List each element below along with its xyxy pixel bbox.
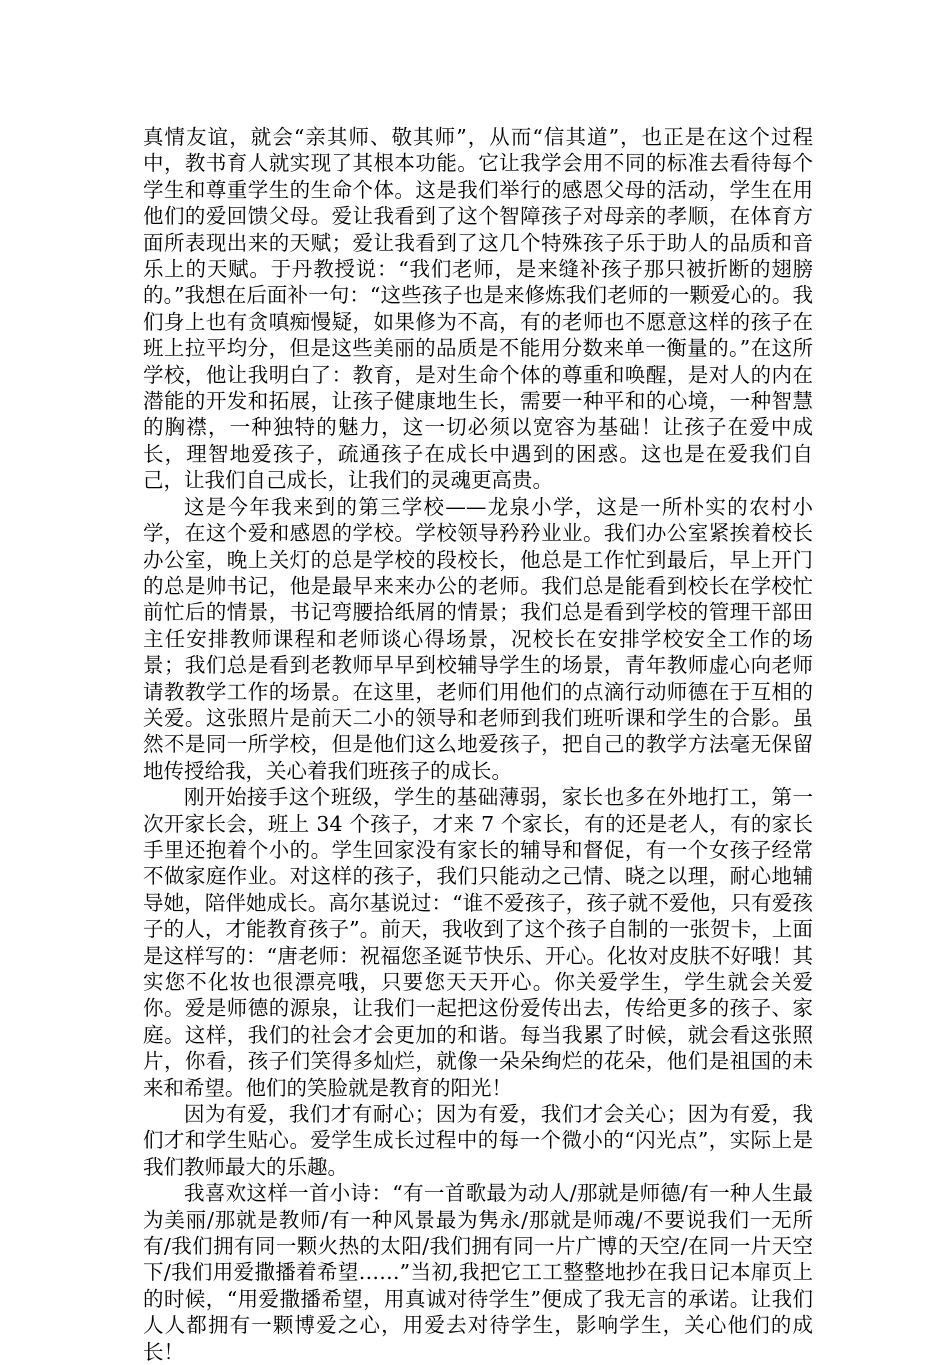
paragraph-2: 这是今年我来到的第三学校——龙泉小学，这是一所朴实的农村小学，在这个爱和感恩的学校。学校领导矜矜业业。我们办公室紧挨着校长办公室，晚上关灯的总是学校的段校长，他总是工作忙到最后，早上开门的总是帅书记，他是最早来来办公的老师。我们总是能看到校长在学校忙前忙后的情景，书记弯腰拾纸屑的情景；我们总是看到学校的管理干部田主任安排教师课程和老师谈心得场景，况校长在安排学校安全工作的场景；我们总是看到老教师早早到校辅导学生的场景，青年教师虚心向老师请教教学工作的场景。在这里，老师们用他们的点滴行动师德在于互相的关爱。这张照片是前天二小的领导和老师到我们班听课和学生的合影。虽然不是同一所学校，但是他们这么地爱孩子，把自己的教学方法毫无保留地传授给我，关心着我们班孩子的成长。 — [143, 494, 813, 783]
paragraph-3: 刚开始接手这个班级，学生的基础薄弱，家长也多在外地打工，第一次开家长会，班上 34 个孩子，才来 7 个家长，有的还是老人，有的家长手里还抱着个小的。学生回家没有家长的辅导和督促，有一个女孩子经常不做家庭作业。对这样的孩子，我们只能动之己情、晓之以理，耐心地辅导她，陪伴她成长。高尔基说过：“谁不爱孩子，孩子就不爱他，只有爱孩子的人，才能教育孩子”。前天，我收到了这个孩子自制的一张贺卡，上面是这样写的：“唐老师：祝福您圣诞节快乐、开心。化妆对皮肤不好哦！其实您不化妆也很漂亮哦，只要您天天开心。你关爱学生，学生就会关爱你。爱是师德的源泉，让我们一起把这份爱传出去，传给更多的孩子、家庭。这样，我们的社会才会更加的和谐。每当我累了时候，就会看这张照片，你看，孩子们笑得多灿烂，就像一朵朵绚烂的花朵，他们是祖国的未来和希望。他们的笑脸就是教育的阳光！ — [143, 785, 813, 1100]
paragraph-1: 真情友谊，就会“亲其师、敬其师”，从而“信其道”，也正是在这个过程中，教书育人就实现了其根本功能。它让我学会用不同的标准去看待每个学生和尊重学生的生命个体。这是我们举行的感恩父母的活动，学生在用他们的爱回馈父母。爱让我看到了这个智障孩子对母亲的孝顺，在体育方面所表现出来的天赋；爱让我看到了这几个特殊孩子乐于助人的品质和音乐上的天赋。于丹教授说：“我们老师，是来缝补孩子那只被折断的翅膀的。”我想在后面补一句：“这些孩子也是来修炼我们老师的一颗爱心的。我们身上也有贪嗔痴慢疑，如果修为不高，有的老师也不愿意这样的孩子在班上拉平均分，但是这些美丽的品质是不能用分数来单一衡量的。”在这所学校，他让我明白了：教育，是对生命个体的尊重和唤醒，是对人的内在潜能的开发和拓展，让孩子健康地生长，需要一种平和的心境，一种智慧的胸襟，一种独特的魅力，这一切必须以宽容为基础！让孩子在爱中成长，理智地爱孩子，疏通孩子在成长中遇到的困惑。这也是在爱我们自己，让我们自己成长，让我们的灵魂更高贵。 — [143, 125, 813, 493]
document-body — [143, 124, 813, 1365]
paragraph-5: 我喜欢这样一首小诗：“有一首歌最为动人/那就是师德/有一种人生最为美丽/那就是教师/有一种风景最为隽永/那就是师魂/不要说我们一无所有/我们拥有同一颗火热的太阳/我们拥有同一片广博的天空/在同一片天空下/我们用爱撒播着希望……”当初,我把它工工整整地抄在我日记本扉页上的时候，“用爱撒播希望，用真诚对待学生”便成了我无言的承诺。让我们人人都拥有一颗博爱之心，用爱去对待学生，影响学生，关心他们的成长！ — [143, 1181, 813, 1364]
paragraph-4: 因为有爱，我们才有耐心；因为有爱，我们才会关心；因为有爱，我们才和学生贴心。爱学生成长过程中的每一个微小的“闪光点”，实际上是我们教师最大的乐趣。 — [143, 1102, 813, 1179]
